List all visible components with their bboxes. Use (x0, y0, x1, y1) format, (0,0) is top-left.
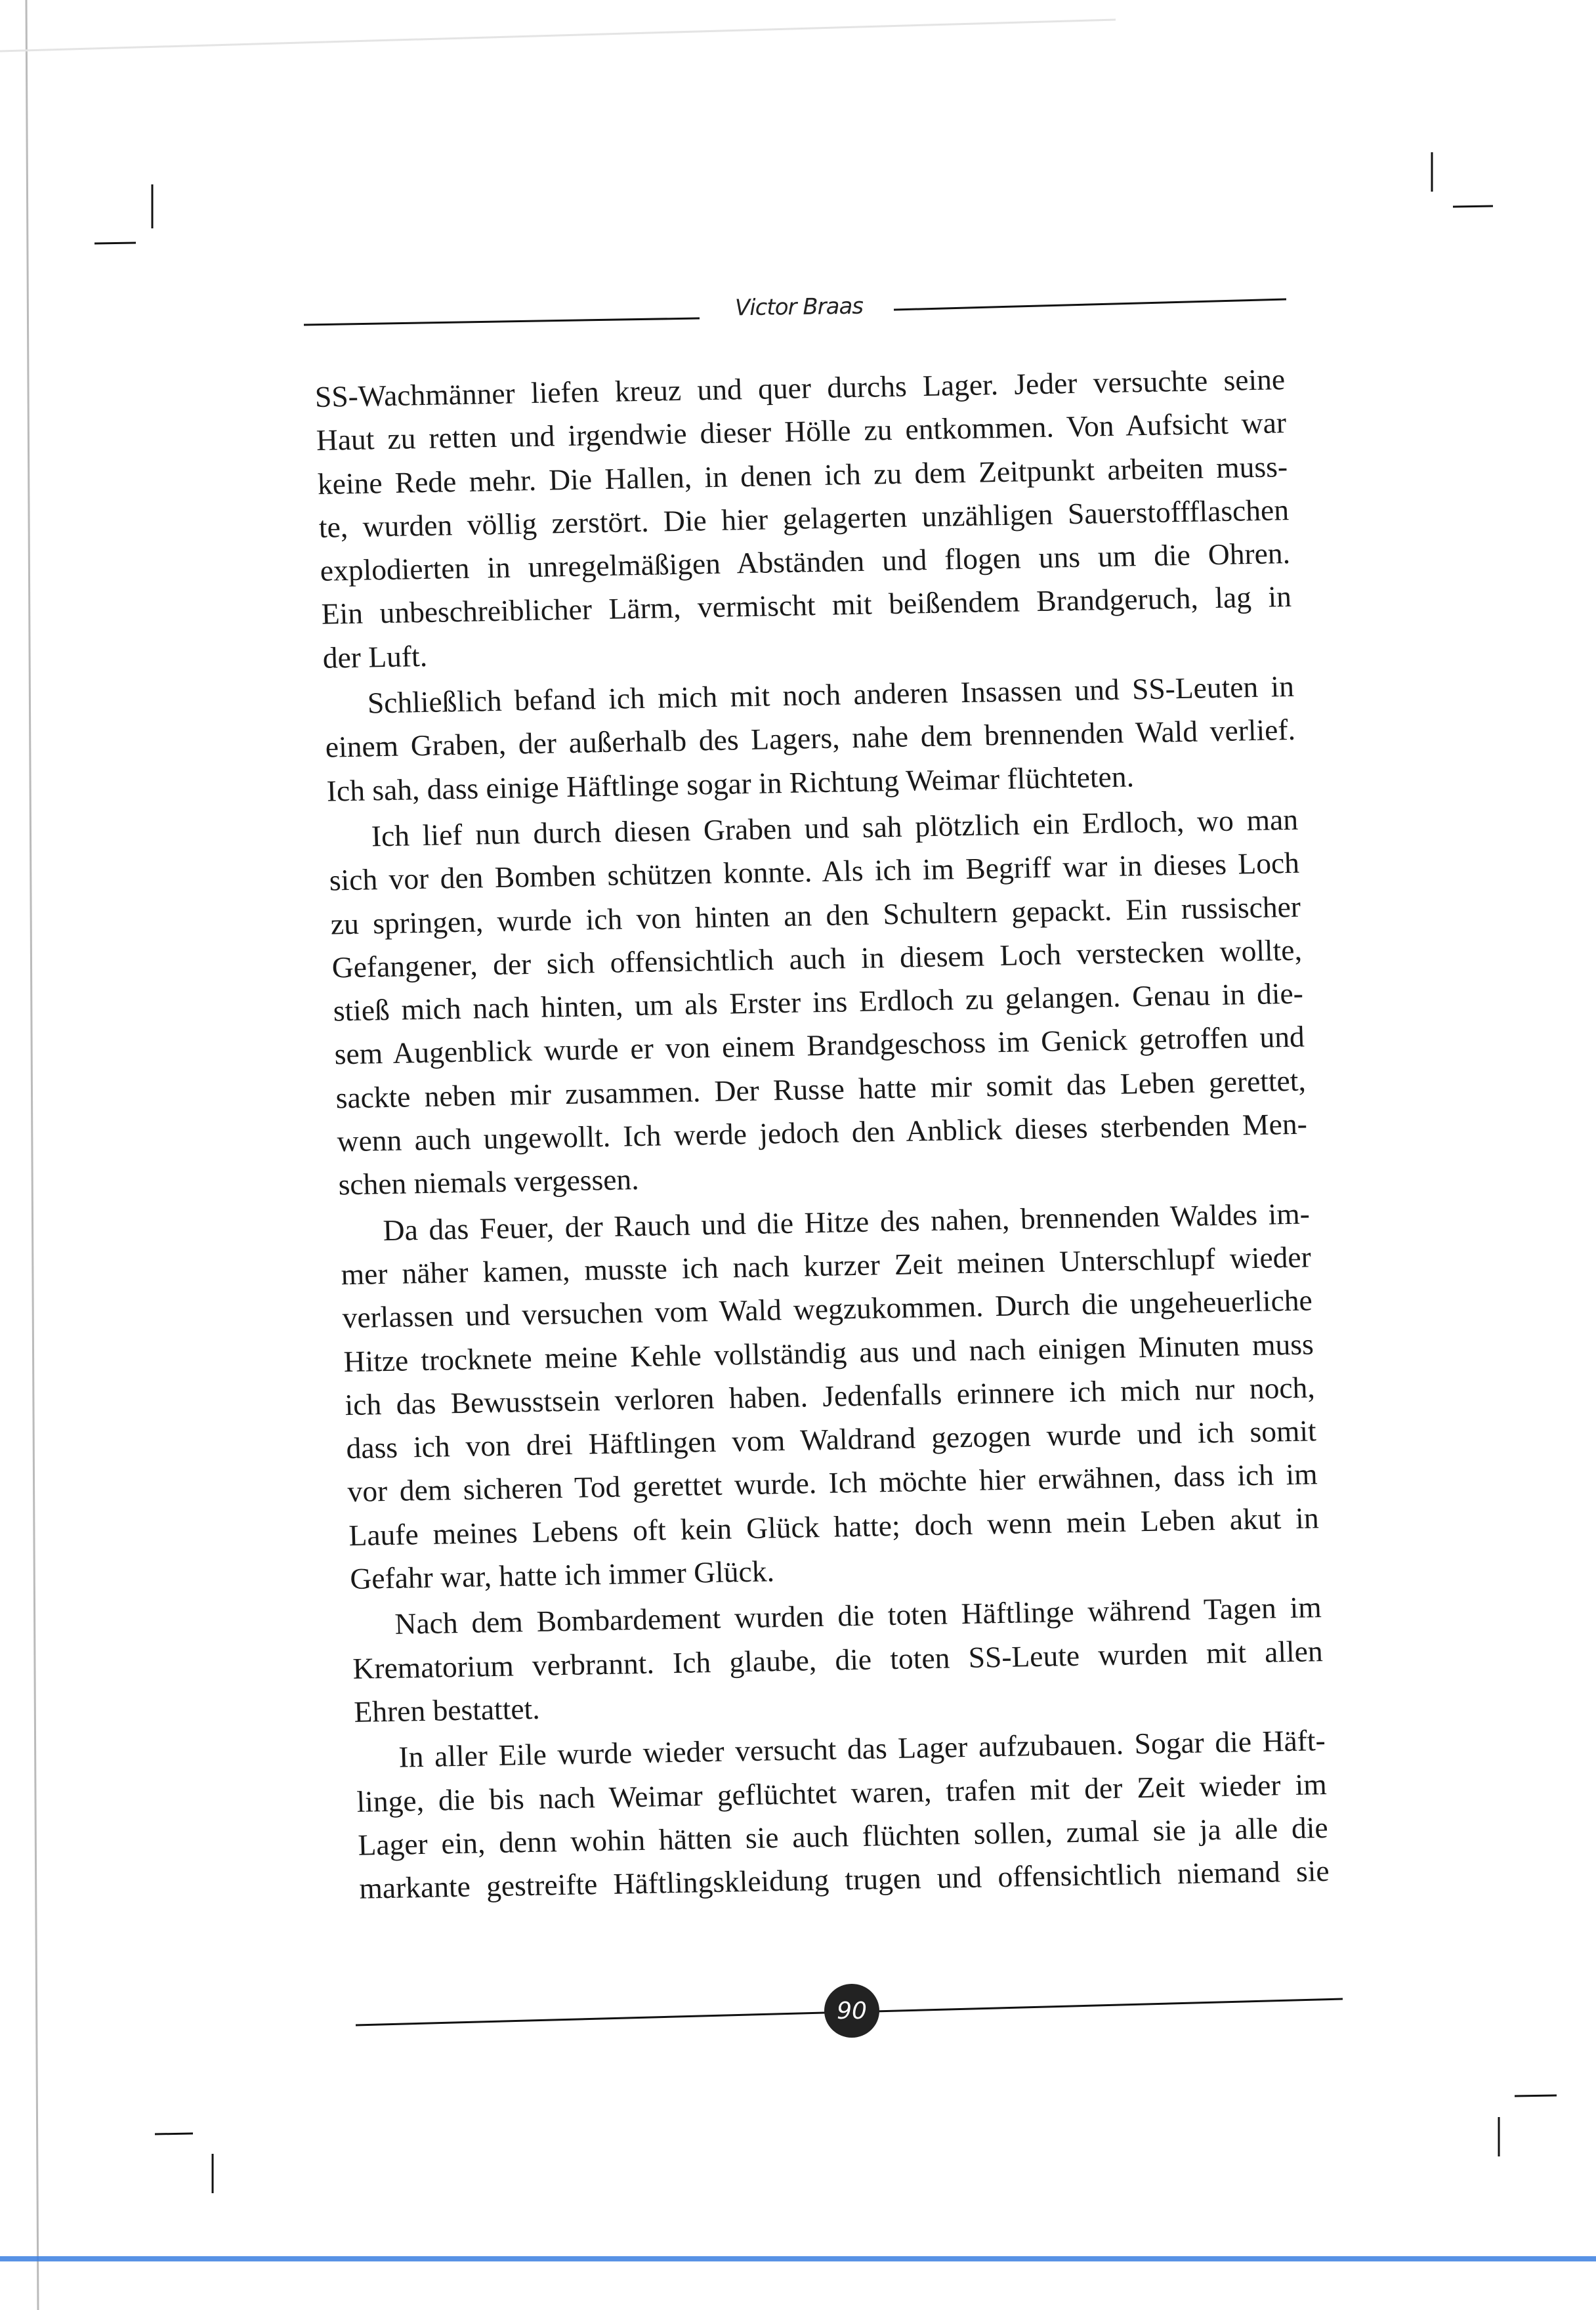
text-line: mer näher kamen, musste ich nach kurzer Zeit meinen Unterschlupf wieder (340, 1240, 1312, 1292)
paragraph (314, 358, 1293, 680)
header-rule-right (894, 299, 1286, 310)
body-text (314, 358, 1330, 1913)
paragraph (339, 1192, 1321, 1601)
text-line: SS-Wachmänner liefen kreuz und quer durchs Lager. Jeder versuchte seine (314, 362, 1286, 413)
text-line: dass ich von drei Häftlingen vom Waldrand gezogen wurde und ich somit (345, 1414, 1317, 1465)
text-line: der Luft. (322, 639, 428, 675)
paragraph (351, 1586, 1325, 1734)
text-line: schen niemals vergessen. (337, 1162, 640, 1202)
text-line: Ich lief nun durch diesen Graben und sah plötzlich ein Erdloch, wo man (371, 802, 1299, 853)
text-line: zu springen, wurde ich von hinten an den Schultern gepackt. Ein russischer (330, 889, 1301, 941)
scan-line (0, 2256, 1596, 2261)
text-line: markante gestreifte Häftlingskleidung trugen und offensichtlich niemand sie (358, 1854, 1330, 1905)
text-line: Nach dem Bombardement wurden die toten Häftlinge während Tagen im (394, 1590, 1322, 1641)
running-head: Victor Braas (734, 293, 864, 322)
text-line: Gefangener, der sich offensichtlich auch in diesem Loch verstecken wollte, (331, 933, 1303, 984)
text-line: Ehren bestattet. (353, 1691, 541, 1729)
top-page-edge (0, 20, 1116, 51)
text-line: Laufe meines Lebens oft kein Glück hatte; doch wenn mein Leben akut in (348, 1500, 1320, 1552)
text-line: Lager ein, denn wohin hätten sie auch flüchten sollen, zumal sie ja alle die (357, 1810, 1329, 1862)
text-line: ich das Bewusstsein verloren haben. Jedenfalls erinnere ich mich nur noch, (344, 1370, 1316, 1421)
text-line: keine Rede mehr. Die Hallen, in denen ich zu dem Zeitpunkt arbeiten muss- (317, 449, 1288, 501)
text-line: In aller Eile wurde wieder versucht das Lager aufzubauen. Sogar die Häft- (398, 1723, 1326, 1774)
text-line: Da das Feuer, der Rauch und die Hitze des nahen, brennenden Waldes im- (382, 1196, 1311, 1247)
text-line: verlassen und versuchen vom Wald wegzukommen. Durch die ungeheuerliche (341, 1283, 1313, 1335)
page-number: 90 (837, 1998, 867, 2025)
text-line: stieß mich nach hinten, um als Erster ins Erdloch zu gelangen. Genau in die- (332, 976, 1304, 1028)
text-line: Schließlich befand ich mich mit noch anderen Insassen und SS-Leuten in (367, 669, 1295, 720)
text-line: Haut zu retten und irgendwie dieser Hölle zu entkommen. Von Aufsicht war (316, 406, 1287, 457)
left-page-edge (26, 0, 38, 2310)
text-line: sich vor den Bomben schützen konnte. Als ich im Begriff war in dieses Loch (329, 846, 1300, 897)
text-line: Gefahr war, hatte ich immer Glück. (349, 1554, 775, 1596)
text-line: Hitze trocknete meine Kehle vollständig aus und nach einigen Minuten muss (343, 1326, 1314, 1378)
paragraph (327, 798, 1309, 1207)
text-line: sem Augenblick wurde er von einem Brandgeschoss im Genick getroffen und (333, 1020, 1305, 1071)
text-line: Krematorium verbrannt. Ich glaube, die toten SS-Leute wurden mit allen (352, 1633, 1324, 1685)
paragraph (324, 665, 1297, 813)
text-line: Ich sah, dass einige Häftlinge sogar in Richtung Weimar flüchteten. (326, 759, 1135, 808)
paragraph (355, 1719, 1330, 1910)
text-line: einem Graben, der außerhalb des Lagers, nahe dem brennenden Wald verlief. (325, 713, 1296, 765)
text-line: Ein unbeschreiblicher Lärm, vermischt mit beißendem Brandgeruch, lag in (321, 579, 1292, 631)
text-line: vor dem sicheren Tod gerettet wurde. Ich möchte hier erwähnen, dass ich im (346, 1457, 1318, 1509)
text-line: explodierten in unregelmäßigen Abständen und flogen uns um die Ohren. (320, 536, 1291, 588)
header-rule-left (304, 318, 700, 325)
text-line: wenn auch ungewollt. Ich werde jedoch den Anblick dieses sterbenden Men- (336, 1106, 1308, 1158)
text-line: sackte neben mir zusammen. Der Russe hatte mir somit das Leben gerettet, (335, 1063, 1307, 1115)
text-line: linge, die bis nach Weimar geflüchtet waren, trafen mit der Zeit wieder im (356, 1767, 1328, 1818)
text-line: te, wurden völlig zerstört. Die hier gelagerten unzähligen Sauerstoffflaschen (318, 492, 1290, 544)
